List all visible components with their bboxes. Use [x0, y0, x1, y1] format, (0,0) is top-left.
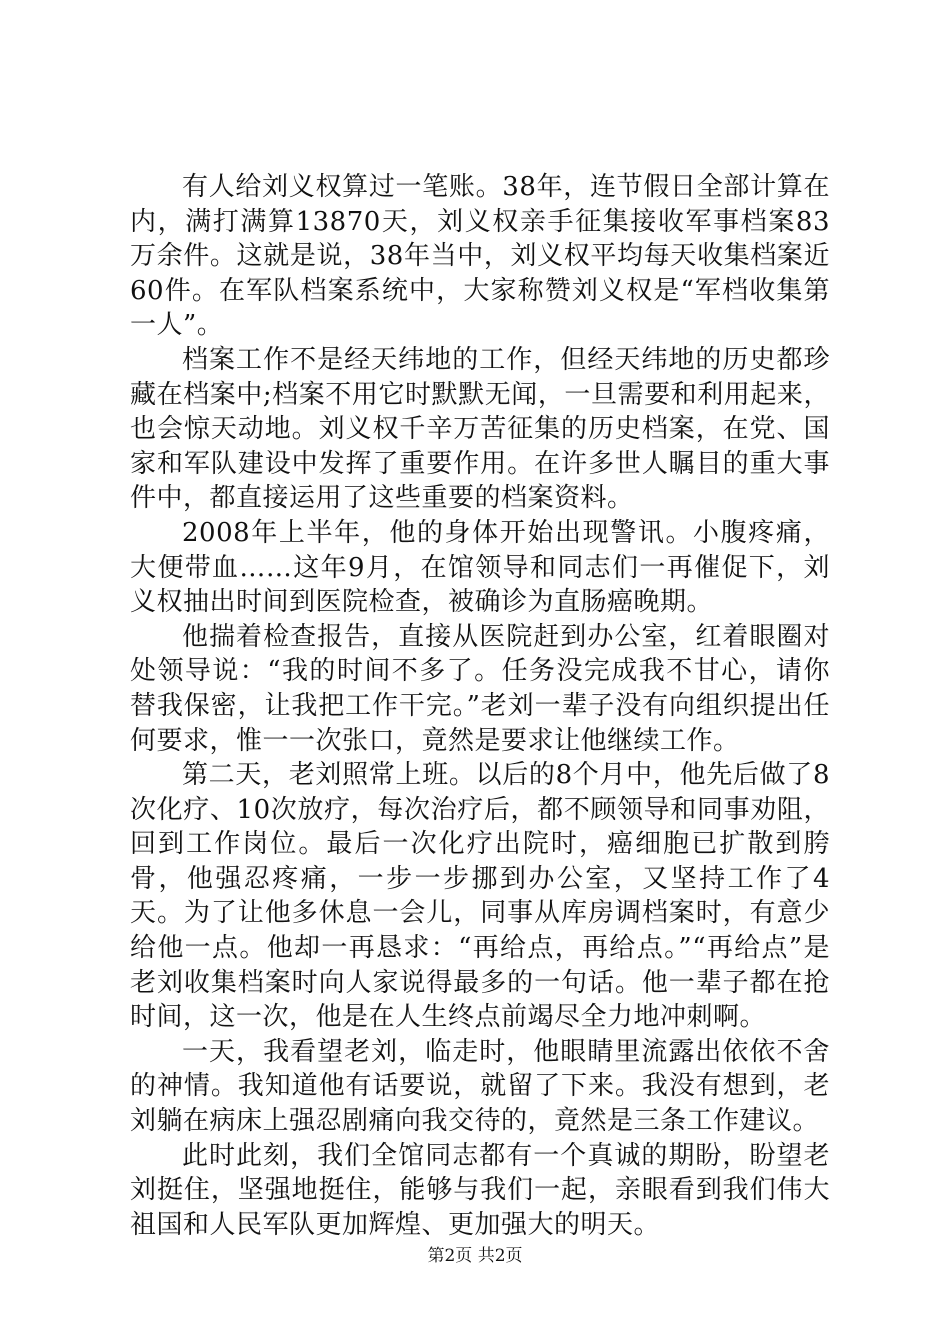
paragraph: 2008年上半年，他的身体开始出现警讯。小腹疼痛，大便带血……这年9月，在馆领导和同志们一再催促下，刘义权抽出时间到医院检查，被确诊为直肠癌晚期。: [130, 517, 830, 618]
paragraph: 一天，我看望老刘，临走时，他眼睛里流露出依依不舍的神情。我知道他有话要说，就留了下来。我没有想到，老刘躺在病床上强忍剧痛向我交待的，竟然是三条工作建议。: [130, 1036, 830, 1137]
paragraph: 档案工作不是经天纬地的工作，但经天纬地的历史都珍藏在档案中;档案不用它时默默无闻，一旦需要和利用起来，也会惊天动地。刘义权千辛万苦征集的历史档案，在党、国家和军队建设中发挥了重要作用。在许多世人瞩目的重大事件中，都直接运用了这些重要的档案资料。: [130, 344, 830, 514]
paragraph: 此时此刻，我们全馆同志都有一个真诚的期盼，盼望老刘挺住，坚强地挺住，能够与我们一起，亲眼看到我们伟大祖国和人民军队更加辉煌、更加强大的明天。: [130, 1140, 830, 1240]
page-footer: 第2页 共2页: [427, 1246, 523, 1266]
body-text: [130, 170, 830, 1242]
paragraph: 他揣着检查报告，直接从医院赶到办公室，红着眼圈对处领导说：“我的时间不多了。任务没完成我不甘心，请你替我保密，让我把工作干完。”老刘一辈子没有向组织提出任何要求，惟一一次张口，竟然是要求让他继续工作。: [130, 621, 830, 756]
paragraph: 有人给刘义权算过一笔账。38年，连节假日全部计算在内，满打满算13870天，刘义权亲手征集接收军事档案83万余件。这就是说，38年当中，刘义权平均每天收集档案近60件。在军队档案系统中，大家称赞刘义权是“军档收集第一人”。: [130, 172, 830, 341]
paragraph: 第二天，老刘照常上班。以后的8个月中，他先后做了8次化疗、10次放疗，每次治疗后，都不顾领导和同事劝阻，回到工作岗位。最后一次化疗出院时，癌细胞已扩散到胯骨，他强忍疼痛，一步一步挪到办公室，又坚持工作了4天。为了让他多休息一会儿，同事从库房调档案时，有意少给他一点。他却一再恳求：“再给点，再给点。”“再给点”是老刘收集档案时向人家说得最多的一句话。他一辈子都在抢时间，这一次，他是在人生终点前竭尽全力地冲刺啊。: [130, 760, 830, 1033]
